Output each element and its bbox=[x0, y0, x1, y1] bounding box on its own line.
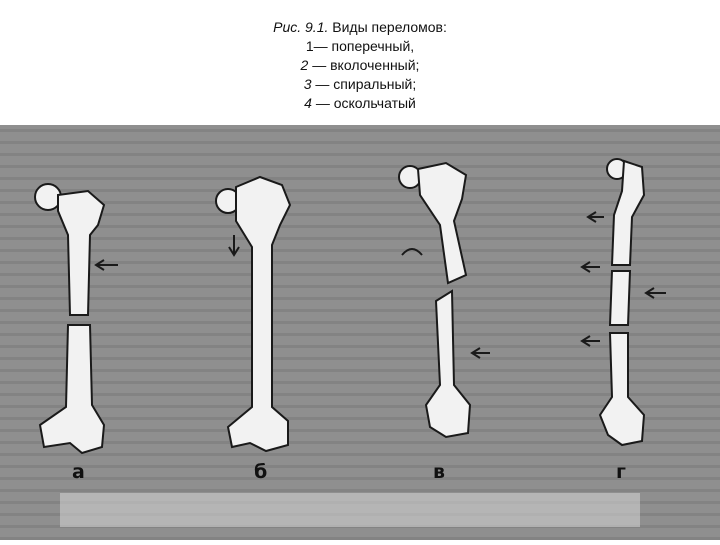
caption-heading: Виды переломов: bbox=[332, 19, 447, 35]
item-text: — оскольчатый bbox=[311, 95, 416, 111]
item-text: — вколоченный; bbox=[308, 57, 420, 73]
panel-letter-g: г bbox=[616, 461, 626, 483]
item-number: 4 bbox=[304, 95, 312, 111]
caption-item-1 bbox=[0, 37, 720, 56]
item-text: — поперечный, bbox=[313, 38, 415, 54]
figure-caption bbox=[0, 18, 720, 113]
item-number: 3 bbox=[303, 76, 312, 92]
caption-title bbox=[0, 18, 720, 37]
page-strip bbox=[60, 493, 640, 527]
fracture-illustration bbox=[0, 125, 720, 540]
fracture-illustration-plate bbox=[0, 125, 720, 540]
caption-item-3 bbox=[0, 75, 720, 94]
item-number: 1 bbox=[305, 38, 314, 54]
panel-letter-v: в bbox=[433, 461, 446, 483]
middle-fragment bbox=[610, 271, 630, 325]
item-text: — спиральный; bbox=[311, 76, 417, 92]
caption-item-2 bbox=[0, 56, 720, 75]
panel-letter-b: б bbox=[254, 461, 268, 483]
item-number: 2 bbox=[300, 57, 309, 73]
caption-item-4 bbox=[0, 94, 720, 113]
figure-reference: Рис. 9.1. bbox=[273, 19, 329, 35]
panel-letter-a: а bbox=[72, 461, 85, 483]
